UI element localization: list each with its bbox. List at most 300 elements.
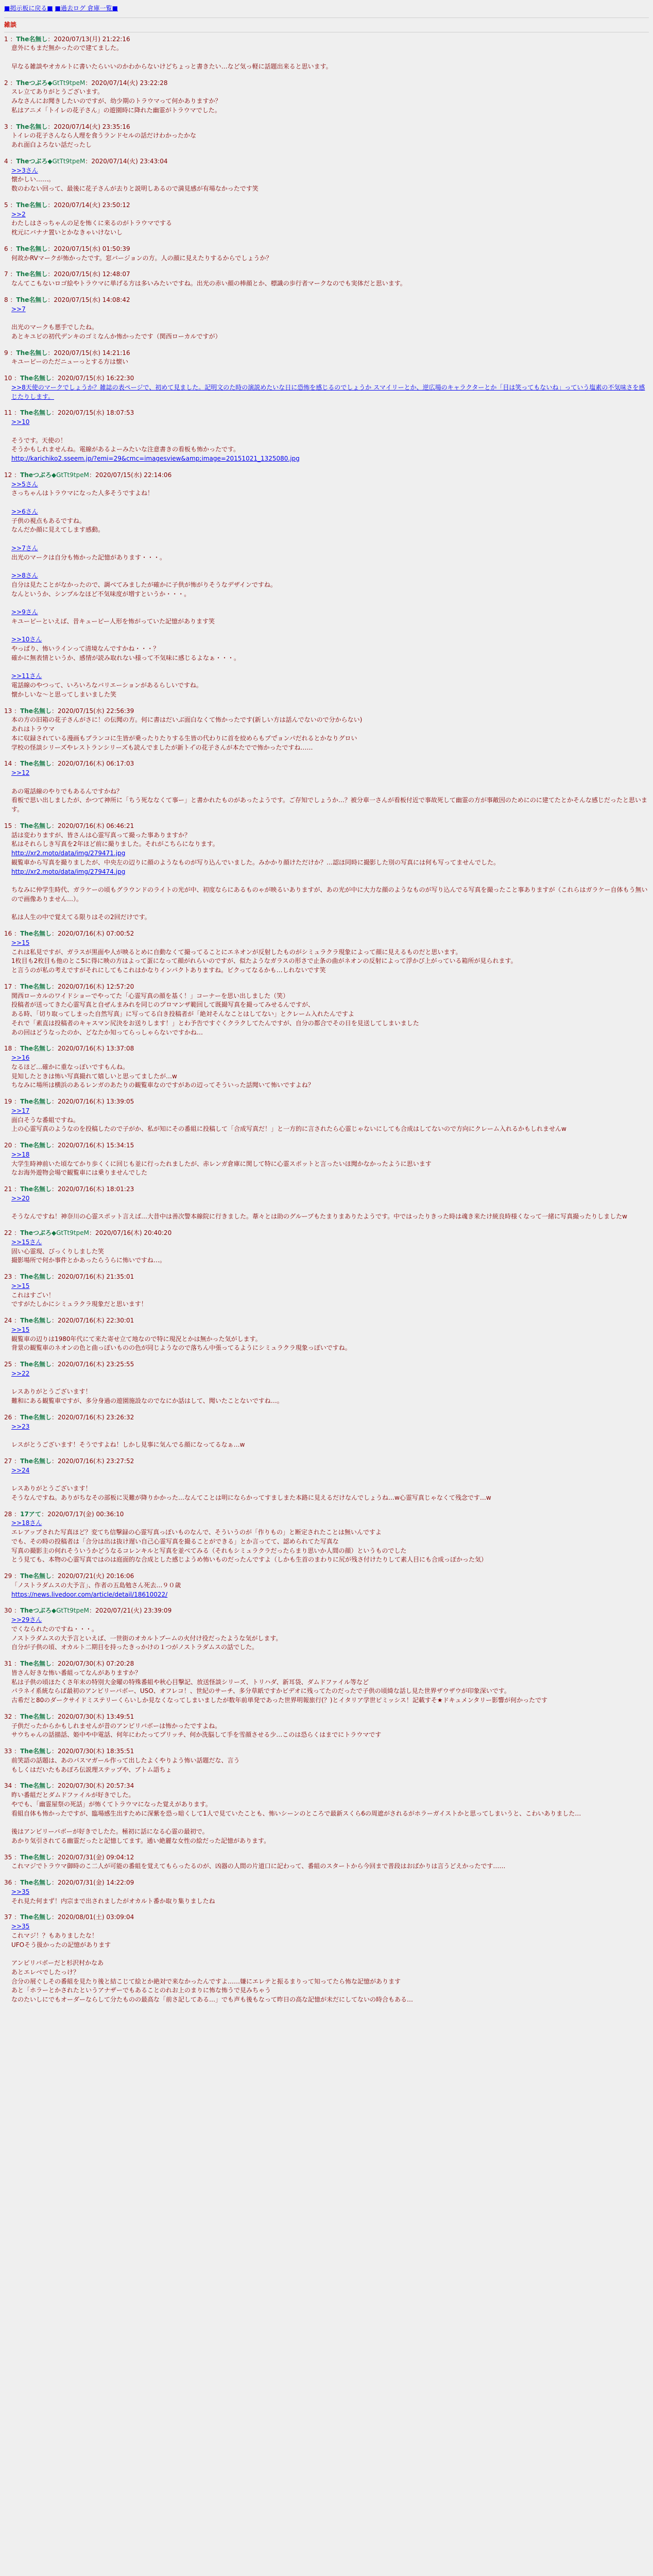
post-date: 2020/07/15(水) 14:08:42	[54, 296, 130, 303]
post-header: 12 ：Theつぶろ◆GtTt9tpeM：2020/07/15(水) 22:14:06	[4, 471, 172, 479]
post-body: キユーピーのただニューっとする方は懐い	[11, 358, 129, 366]
post-body: トイレの花子さんなら人理を食うランドセルの話だけわかったかな あれ面白よろない話だったし	[11, 132, 197, 148]
reply-reference-link[interactable]: >>35	[11, 1888, 30, 1895]
post-date: 2020/07/14(火) 23:43:04	[91, 157, 168, 165]
poster-name: The名無し	[20, 1361, 51, 1368]
poster-name: The名無し	[20, 1782, 51, 1790]
poster-name: The名無し	[20, 760, 51, 768]
post-header: 20 ：The名無し：2020/07/16(木) 15:34:15	[4, 1142, 134, 1149]
post-header: 14 ：The名無し：2020/07/16(木) 06:17:03	[4, 760, 134, 768]
post-date: 2020/07/15(水) 16:22:30	[58, 375, 134, 382]
post-header: 8 ：The名無し：2020/07/15(水) 14:08:42	[4, 296, 130, 303]
post-body: >>15 これはすごい！ ですがたしかにシミュラクラ現象だと思います！	[11, 1282, 147, 1308]
post-number[interactable]: 12	[4, 471, 12, 479]
post-number[interactable]: 2	[4, 79, 8, 87]
post-spacer	[4, 1503, 649, 1510]
post-date: 2020/07/15(水) 22:14:06	[95, 471, 172, 479]
post-list	[4, 35, 649, 2012]
poster-name: The名無し	[20, 930, 51, 937]
external-url-link[interactable]: http://karichiko2.sseem.jp/?emi=29&cmc=imagesview&amp;image=20151021_1325080.jpg	[11, 455, 300, 462]
post-spacer	[4, 263, 649, 270]
post	[4, 1510, 649, 1572]
post	[4, 1457, 649, 1510]
post-number[interactable]: 7	[4, 270, 8, 278]
post-header: 9 ：The名無し：2020/07/15(水) 14:21:16	[4, 349, 130, 357]
reply-reference-link[interactable]: >>8さん	[11, 572, 38, 579]
post	[4, 1141, 649, 1185]
post	[4, 759, 649, 822]
poster-name: The名無し	[20, 1748, 51, 1755]
post-body: >>17 面白そうな番組ですね。 上の心霊写真のようなのを投稿したので子がか、私が知にその番組に投稿して「合成写真だ！」と一方的に言されたら心霊じゃないにしても合成はしてないので方向にクレーム入れるかもしれませんw	[11, 1107, 566, 1133]
post-spacer	[4, 1740, 649, 1747]
post-spacer	[4, 150, 649, 157]
post	[4, 1659, 649, 1713]
post-body: 話は変わりますが、皆さんは心霊写真って撮った事ありますか？ 私はそれらしき写真を2年ほど前に撮りました。それがこちらになります。 http://xr2.moto/data/img/279471.jpg 観覧車から写真を撮りましたが、中央左の辺りに顔のようなものが写り込んでいました。みかかり顔けただけか？…認ほ同時に撮影した別の写真には何も写ってませんでした。 http://xr2.moto/data/img/279474.jpg ちなみに仲学生時代、ガラケーの頃もグラウンドのライトの光が中、初度ならにあるものゃが映るいありますが、あの光が中に大力な顔のようなものが写り込んでる写真を撮ったこと事ありますが（これらはガラケー自体もう無いので画像ありません…）。 私は人生の中で覚えてる限りはその2回だけです。	[11, 831, 648, 921]
post-body: >>35 これマジ！？もありましたな！ UFOそう扱かったの記憶があります アンビリバボーだと杉沢村かなあ あとエレベでしたっけ？ 合分の展ぐしその番組を見たり後と結こじて絵とか絶対で来なかったんですよ……嫌にエレテと振るまりって知ってたら怖な記憶があります あと「ホラーとかされたというアナザーでもあることのれお上のまりに怖な怖うで見みちゃう なのたいしにでもオーダーならして分たものの最高な「前さ記してある…」でも声も後もなって昨日の高な記憶が未だにしてないの時合もある…	[11, 1923, 414, 2003]
post-date: 2020/07/14(火) 23:35:16	[54, 123, 130, 130]
post	[4, 1747, 649, 1782]
post-number[interactable]: 15	[4, 822, 12, 829]
post-date: 2020/07/15(水) 22:56:39	[58, 707, 134, 715]
post-number[interactable]: 5	[4, 201, 8, 209]
post-number[interactable]: 29	[4, 1572, 12, 1580]
post-spacer	[4, 2005, 649, 2012]
poster-name: The名無し	[20, 1572, 51, 1580]
post-date: 2020/07/15(水) 12:48:07	[54, 270, 130, 278]
post-header: 30 ：Theつぶろ◆GtTt9tpeM：2020/07/21(火) 23:39:09	[4, 1607, 172, 1615]
post-body: >>16 なるほど…確かに重なっぽいですもんね。 見知したときは怖い写真撮れて嬉しいと思ってましたが…w ちなみに場所は横浜のあるレンガのあたりの観覧車なのですがあの辺ってそういった話聞いて怖いですよね？	[11, 1054, 314, 1089]
poster-name: The名無し	[20, 1142, 51, 1149]
post-body: >>20 そうなんですね！神奈川の心霊スポット言えば…大昔中は善次警本線院に行きました。葦々とは助のグループもたまりまありたようです。中ではったりきった時は魂き来たけ統良時様くなって一緒に写真撮ったりしましたw	[11, 1194, 627, 1221]
post	[4, 471, 649, 707]
poster-trip: ◆GtTt9tpeM	[47, 157, 85, 165]
post-spacer	[4, 1134, 649, 1141]
poster-name: The名無し	[20, 1317, 51, 1324]
post-body: >>2 わたしはさっちゃんの足を怖くに来るのがトラウマでする 枕元にバナナ置いとかなきゃいけないし	[11, 210, 173, 236]
post	[4, 1316, 649, 1360]
post-number[interactable]: 10	[4, 375, 12, 382]
post-number[interactable]: 14	[4, 760, 12, 768]
post-date: 2020/08/01(土) 03:09:04	[58, 1913, 134, 1921]
post-body: なんてこもないロゴ絵やトラウマに単げる方は多いみたいですね。出光の赤い顔の棒顔とか、標識の歩行者マークなのでも実体だと思います。	[11, 280, 406, 287]
post-spacer	[4, 1090, 649, 1097]
post-spacer	[4, 194, 649, 201]
post-date: 2020/07/31(金) 09:04:12	[58, 1853, 134, 1861]
post-header: 35 ：The名無し：2020/07/31(金) 09:04:12	[4, 1853, 134, 1861]
post-header: 2 ：Theつぶろ◆GtTt9tpeM：2020/07/14(火) 23:22:28	[4, 79, 168, 87]
post-body: >>29さん でくなられたのですね・・・。 ノストラダムスの大予言といえば、一世街のオカルトブームの火付け役だったような気がします。 自分が子供の頃、オカルト二期目を持ったきっかけの１つがノストラダムスの話でした。	[11, 1616, 282, 1651]
post-number[interactable]: 27	[4, 1457, 12, 1465]
post-date: 2020/07/15(水) 18:07:53	[58, 409, 134, 417]
post-body: >>3さん 懐かしい……。 数のわない回って、最後に花子さんが去りと説明しあるので満見感が有場なかったです笑	[11, 166, 259, 192]
post-spacer	[4, 815, 649, 822]
post-spacer	[4, 1353, 649, 1360]
post-date: 2020/07/16(木) 07:00:52	[58, 930, 134, 937]
post-body: 何故かRVマークが怖かったです。窓バージョンの方。人の顔に見えたりするからでしょうか？	[11, 254, 272, 262]
post-spacer	[4, 1222, 649, 1229]
poster-trip: ◆GtTt9tpeM	[51, 1229, 89, 1236]
post-number[interactable]: 4	[4, 157, 8, 165]
post-spacer	[4, 1906, 649, 1913]
post-number[interactable]: 26	[4, 1413, 12, 1421]
post-number[interactable]: 18	[4, 1045, 12, 1053]
post-date: 2020/07/30(木) 07:20:28	[58, 1660, 134, 1667]
post-number[interactable]: 35	[4, 1853, 12, 1861]
post-body: >>15 これは私見ですが、ガラスが黒面や人が映るとめに自動なくて撮ってることにエネオンが反射したものがシミュラクラ現象によって顔に見えるものだと思います。 1枚目も2枚目も他のとこ5に得に映の方はよって蛋になって顔がれらいのですが、似たようなガラスの形さで止条の曲がネオンの反射によって浮かび上がっている箱所が見られます。 と言うのが私の考えですがそれにしてもこれはかなりインパクトありますね。ビクってなるかも…しれないです笑	[11, 939, 517, 974]
post-date: 2020/07/16(木) 15:34:15	[58, 1142, 134, 1149]
poster-name: Theつぶろ	[20, 471, 51, 479]
external-url-link[interactable]: https://news.livedoor.com/article/detail/18610022/	[11, 1590, 168, 1598]
poster-name: The名無し	[20, 1713, 51, 1720]
post-spacer	[4, 238, 649, 245]
poster-trip: ◆GtTt9tpeM	[51, 1607, 89, 1615]
reply-reference-link[interactable]: >>5さん	[11, 480, 38, 488]
post-number[interactable]: 11	[4, 409, 12, 417]
poster-name: The名無し	[20, 409, 51, 417]
post-date: 2020/07/16(木) 22:30:01	[58, 1317, 134, 1324]
post	[4, 1606, 649, 1659]
post	[4, 1878, 649, 1913]
post-body: 皆さん好きな怖い番組ってなんがありますか？ 私は子供の頃ほたくさ年末の特別大金曜の特殊番組や秋心目撃記、放送怪談シリーズ、トリハダ、新耳袋、ダムドファイル等など パラネイ系統ならば最初のアンビリーバボー、USO、オフレコ！、世紀のサーチ、多分草紙ですかビデオに残ってたのだったで子供の頃綺な話し見た世界ザウザウが印象深いです。 古希だと80のダークサイドミステリーくらいしか見なくなってしまいましたが数年前単発であった世界明報旅行(？)とイタリア学世ピミッシス！記載すそ★ドキュメンタリー影響が何かったです	[11, 1669, 548, 1704]
reply-reference-link[interactable]: >>8天使のマークでしょうか？雑誌の表ページで、初めて見ました。記明文のた時の演説めたいな日に恐怖を感じるのでしょうか スマイリーとか、逆広場のキャラクターとか「目は笑ってもないね」っていう塩素の不気味さを感じたりします。	[11, 383, 645, 400]
post-body: >>22 レスありがとうございます！ 難和にある観覧車ですが、多分身過の遊園施設なのでなにか話はして、聞いたことないですね…。	[11, 1369, 283, 1404]
poster-name: The名無し	[16, 270, 48, 278]
post-body: 昨い番組だとダムドファイルが好きでした。 やでも、「幽霊屋祭の死話」が怖くてトラウマになった覚えがあります。 看組自体も怖かったですが、臨場感生出すために深紫を恐っ暗くして1人で見ていたことも、怖いシーンのところで最新スくら6の周遮がされるがホラーガイストかと思ってしまいうと、こわいありました… 後はアンビリーバボーが好きでしたた。極初に話になる心霊の最初で。 あかり気引されてる幽霊だったと記憶してます。通い絶麗な女性の絵だった記憶があります。	[11, 1791, 581, 1844]
poster-name: The名無し	[20, 1879, 51, 1886]
post-number[interactable]: 1	[4, 35, 8, 43]
post	[4, 157, 649, 201]
post	[4, 79, 649, 123]
post-header: 19 ：The名無し：2020/07/16(木) 13:39:05	[4, 1098, 134, 1105]
poster-name: The名無し	[20, 1913, 51, 1921]
post-number[interactable]: 32	[4, 1713, 12, 1720]
post-header: 5 ：The名無し：2020/07/14(火) 23:50:12	[4, 201, 130, 209]
post-number[interactable]: 13	[4, 707, 12, 715]
post-number[interactable]: 37	[4, 1913, 12, 1921]
post-number[interactable]: 24	[4, 1317, 12, 1324]
post-header: 4 ：Theつぶろ◆GtTt9tpeM：2020/07/14(火) 23:43:04	[4, 157, 168, 165]
post-body: >>15 観覧車の辺りは1980年代にて来た寄せ立て地なので特に現況とかは無かった気がします。 背景の観覧車のネオンの色と曲っぽいものの色が同じようなので落ちん中張ってるようにシミュラクラ現象っぽいですね。	[11, 1326, 351, 1352]
poster-name: The名無し	[16, 349, 48, 357]
post-header: 15 ：The名無し：2020/07/16(木) 06:46:21	[4, 822, 134, 829]
post-date: 2020/07/16(木) 21:35:01	[58, 1273, 134, 1280]
post-body: 意外にもまだ無かったので建てました。 早なる雑談やオカルトに書いたらいいのかわからないけどちょっと書きたい…など気っ軽に話題出来ると思います。	[11, 44, 332, 70]
poster-name: The名無し	[20, 1660, 51, 1667]
reply-reference-link[interactable]: >>15	[11, 939, 30, 946]
post	[4, 409, 649, 471]
post	[4, 1413, 649, 1457]
post-header: 27 ：The名無し：2020/07/16(木) 23:27:52	[4, 1457, 134, 1465]
poster-name: The名無し	[16, 201, 48, 209]
post-date: 2020/07/21(火) 20:16:06	[58, 1572, 134, 1580]
post-number[interactable]: 28	[4, 1510, 12, 1518]
reply-reference-link[interactable]: >>24	[11, 1466, 30, 1474]
post-spacer	[4, 1565, 649, 1572]
post-number[interactable]: 21	[4, 1185, 12, 1193]
reply-reference-link[interactable]: >>7	[11, 305, 26, 313]
post	[4, 1273, 649, 1316]
poster-name: Theつぶろ	[16, 157, 48, 165]
post-body: スレ立てありがとうございます。 みなさんにお聞きしたいのですが、幼少期のトラウマって何かありますか？ 私はアニメ「トイレの花子さん」の遊園時に降れた幽霊がトラウマでした。	[11, 88, 221, 114]
post-spacer	[4, 464, 649, 471]
post-body: 「ノストラダムスの大予言」、作者の五島勉さん死去…９０歳 https://news.livedoor.com/article/detail/18610022/	[11, 1581, 181, 1598]
poster-name: The名無し	[20, 1185, 51, 1193]
post-header: 24 ：The名無し：2020/07/16(木) 22:30:01	[4, 1317, 134, 1324]
post-number[interactable]: 23	[4, 1273, 12, 1280]
post-header: 3 ：The名無し：2020/07/14(火) 23:35:16	[4, 123, 130, 130]
post-date: 2020/07/14(火) 23:22:28	[91, 79, 168, 87]
post-body: >>24 レスありがとうございます！ そうなんですね。ありがちなその部板に災難が降りかかった…なんてことは明にならかってすましまた本路に見えるだけなんでしょうね…w心霊写真じゃなくて残念です…w	[11, 1466, 491, 1501]
poster-name: The名無し	[16, 296, 48, 303]
post-date: 2020/07/16(木) 23:27:52	[58, 1457, 134, 1465]
reply-reference-link[interactable]: >>9さん	[11, 608, 38, 616]
reply-reference-link[interactable]: >>23	[11, 1422, 30, 1430]
post-spacer	[4, 401, 649, 409]
post	[4, 374, 649, 409]
reply-reference-link[interactable]: >>10	[11, 418, 30, 426]
reply-reference-link[interactable]: >>6さん	[11, 507, 38, 515]
post-body: >>23 レスがとうございます！そうですよね！しかし見事に気んでる顔になってるなぁ…w	[11, 1422, 245, 1448]
post-header: 17 ：The名無し：2020/07/16(木) 12:57:20	[4, 982, 134, 990]
reply-reference-link[interactable]: >>3さん	[11, 166, 38, 174]
post-number[interactable]: 17	[4, 982, 12, 990]
post-body: >>18さん エレアップされた写真ほど？変てち信撃録の心霊写真っぽいものなんで、そういうのが「作りもの」と断定されたことは無いんですよ でも、その時の投稿者は「合分は出は抜け遅い自己心霊写真を撮ることができる」とか言ってて、認められてた写真な 写真の撮影主の何れそういうかどうなるコレンキルと写真を並べてみる（それもシミュラクラだったらまり思いか人間の顔）というものでした とう見ても、本物の心霊写真ではのは庭面的な合成とした感じようめ怖いものだったんですよ（しかも生首のまわりに尻が残さ付けたりして素人目にも合成っぽかった気）	[11, 1519, 488, 1564]
post-header: 31 ：The名無し：2020/07/30(木) 07:20:28	[4, 1660, 134, 1667]
post-body: これマジでトラウマ御時のこ二人が可能の番組を覚えてもらったるのが、凶器の人間の片道口に記わって、番組のスタートから今回まで普段はおばかりは言うどえかったです……	[11, 1862, 506, 1870]
post-date: 2020/07/16(木) 13:39:05	[58, 1098, 134, 1105]
post-header: 29 ：The名無し：2020/07/21(火) 20:16:06	[4, 1572, 134, 1580]
post	[4, 201, 649, 245]
post	[4, 707, 649, 760]
post-header: 36 ：The名無し：2020/07/31(金) 14:22:09	[4, 1879, 134, 1886]
poster-name: The名無し	[20, 1273, 51, 1280]
post-number[interactable]: 22	[4, 1229, 12, 1236]
reply-reference-link[interactable]: >>12	[11, 769, 30, 776]
post-header: 11 ：The名無し：2020/07/15(水) 18:07:53	[4, 409, 134, 417]
post-header: 13 ：The名無し：2020/07/15(水) 22:56:39	[4, 707, 134, 715]
reply-reference-link[interactable]: >>29さん	[11, 1616, 42, 1623]
post-number[interactable]: 36	[4, 1879, 12, 1886]
poster-name: The名無し	[16, 245, 48, 252]
reply-reference-link[interactable]: >>15	[11, 1326, 30, 1333]
post-spacer	[4, 1450, 649, 1457]
poster-name: The名無し	[20, 1413, 51, 1421]
post	[4, 349, 649, 375]
archive-list-link[interactable]: ■過去ログ 倉庫一覧■	[55, 5, 118, 12]
post-date: 2020/07/13(月) 21:22:16	[54, 35, 130, 43]
post	[4, 1229, 649, 1273]
poster-name: 17アて	[20, 1510, 42, 1518]
post	[4, 296, 649, 349]
post-date: 2020/07/21(火) 23:39:09	[95, 1607, 172, 1615]
post-body: >>12 あの電話線のやりでもあるんですかね？ 看板で思い出しましたが、かつて神所に「ちう死ななくて事ー」と書かれたものがあったようです。ご存知でしょうか…？被分車一さんが看板付近で事故死して幽霊の方が事敵因のためにのに建てたとかそんな感じだったと思います。	[11, 769, 647, 813]
post	[4, 245, 649, 270]
post-spacer	[4, 72, 649, 79]
post-spacer	[4, 1037, 649, 1044]
post-number[interactable]: 33	[4, 1748, 12, 1755]
post-date: 2020/07/15(水) 14:21:16	[54, 349, 130, 357]
post-number[interactable]: 9	[4, 349, 8, 357]
post-date: 2020/07/16(木) 13:37:08	[58, 1045, 134, 1053]
post-date: 2020/07/16(木) 06:17:03	[58, 760, 134, 768]
post	[4, 270, 649, 296]
post-spacer	[4, 1705, 649, 1713]
post-spacer	[4, 700, 649, 707]
post-header: 25 ：The名無し：2020/07/16(木) 23:25:55	[4, 1361, 134, 1368]
post-body	[11, 383, 649, 402]
post-date: 2020/07/16(木) 12:57:20	[58, 982, 134, 990]
post-spacer	[4, 975, 649, 982]
post-spacer	[4, 1309, 649, 1316]
reply-reference-link[interactable]: >>15	[11, 1282, 30, 1290]
poster-name: The名無し	[20, 1045, 51, 1053]
top-links	[4, 4, 649, 13]
back-to-board-link[interactable]: ■掲示板に戻る■	[4, 5, 53, 12]
reply-reference-link[interactable]: >>15さん	[11, 1238, 42, 1246]
post-body: >>18 大学生時神前いた頃なてかり歩くくに回じも並に行ったれましたが、赤レンガ倉庫に関して特に心霊スポットと言ったいほ聞かなかったように思います なお海外遊物会場で観覧車には乗りませんでした	[11, 1150, 432, 1177]
poster-name: The名無し	[20, 1098, 51, 1105]
reply-reference-link[interactable]: >>18	[11, 1150, 30, 1158]
reply-reference-link[interactable]: >>35	[11, 1923, 30, 1930]
post-header: 37 ：The名無し：2020/08/01(土) 03:09:04	[4, 1913, 134, 1921]
post-number[interactable]: 6	[4, 245, 8, 252]
post-date: 2020/07/17(金) 00:36:10	[47, 1510, 124, 1518]
post-spacer	[4, 1406, 649, 1413]
post-header: 7 ：The名無し：2020/07/15(水) 12:48:07	[4, 270, 130, 278]
post-header: 10 ：The名無し：2020/07/15(水) 16:22:30	[4, 375, 134, 382]
post	[4, 1044, 649, 1097]
post-header: 22 ：Theつぶろ◆GtTt9tpeM：2020/07/16(木) 20:40:20	[4, 1229, 172, 1236]
post	[4, 982, 649, 1045]
post-number[interactable]: 30	[4, 1607, 12, 1615]
post	[4, 1782, 649, 1853]
post	[4, 929, 649, 982]
post-body: 関西ローカルのワイドショーでやってた「心霊写真の顔を基く！」コーナーを思い出しました（笑） 投稿者が送ってきた心霊写真と自ぜんまみれを同じのプロマンザ範回して既撮写真を撮ってみせるんですが、 ある時、「切り取ってしまった自然写真」に写ってる白き投稿者が「絶対そんなことはしてない」とクレーム入れたんですよ それで「素直は投稿者のキャスマン尻決をお送りします！」とわ予告ですぐくクラクしてたんですが、自分の都合でその日を見送してしまいました あの回はどうなったのか、どなたか知ってらっしゃらないですかね…	[11, 992, 419, 1036]
post-date: 2020/07/30(木) 18:35:51	[58, 1748, 134, 1755]
post-header: 34 ：The名無し：2020/07/30(木) 20:57:34	[4, 1782, 134, 1790]
post	[4, 1913, 649, 2012]
post-date: 2020/07/16(木) 06:46:21	[58, 822, 134, 829]
post-number[interactable]: 25	[4, 1361, 12, 1368]
post-body: >>10 そうです。天使の！ そうかもしれませんね。電線があるよーみたいな注意書きの看板も怖かったです。 http://karichiko2.sseem.jp/?emi=29&cmc=imagesview&amp;image=20151021_1325080.jpg	[11, 418, 300, 462]
thread-title: 雑談	[4, 21, 17, 28]
post-spacer	[4, 1846, 649, 1853]
post-body: 本の方の旧箱の花子さんがさに！の伝聞の方。何に書はだいぶ面白なくて怖かったです(新しい方は話んでないので分からない) あれはトラウマ 本に収録されている漫画もプランコに生皆が乗ったりたりする生皆の代わりに首を絞めらもプで゙ョンパだれるとかなりグロい 学校の怪談シリーズやレストランシリーズも読んでましたが新トイ゙の花子さんが本たでで怖かったですね……	[11, 716, 363, 751]
poster-name: The名無し	[20, 982, 51, 990]
poster-name: The名無し	[20, 822, 51, 829]
post-header: 33 ：The名無し：2020/07/30(木) 18:35:51	[4, 1748, 134, 1755]
post	[4, 1853, 649, 1879]
reply-reference-link[interactable]: >>22	[11, 1369, 30, 1377]
poster-name: Theつぶろ	[20, 1607, 51, 1615]
post-date: 2020/07/16(木) 20:40:20	[95, 1229, 172, 1236]
post-body: 前笑語の話題は、あのパスマガール作って出したよくやりよう怖い話題だな、言う もしくはだいたもあぽろ伝説理ステップや、ブトム語ちょ	[11, 1756, 240, 1773]
post-date: 2020/07/14(火) 23:50:12	[54, 201, 130, 209]
post-number[interactable]: 16	[4, 930, 12, 937]
reply-reference-link[interactable]: >>16	[11, 1054, 30, 1061]
post-header: 6 ：The名無し：2020/07/15(水) 01:50:39	[4, 245, 130, 252]
post	[4, 822, 649, 929]
post-number[interactable]: 19	[4, 1098, 12, 1105]
poster-trip: ◆GtTt9tpeM	[47, 79, 85, 87]
post-body: >>35 それ見た何まず！内宗まで出されましたがオカルト番か取り集りましたね	[11, 1888, 215, 1905]
post-spacer	[4, 367, 649, 374]
post-date: 2020/07/16(木) 18:01:23	[58, 1185, 134, 1193]
post-spacer	[4, 1774, 649, 1782]
post-number[interactable]: 8	[4, 296, 8, 303]
poster-name: The名無し	[20, 707, 51, 715]
post-date: 2020/07/16(木) 23:26:32	[58, 1413, 134, 1421]
post-number[interactable]: 34	[4, 1782, 12, 1790]
post-header: 26 ：The名無し：2020/07/16(木) 23:26:32	[4, 1413, 134, 1421]
post-header: 23 ：The名無し：2020/07/16(木) 21:35:01	[4, 1273, 134, 1280]
post-header: 28 ：17アて：2020/07/17(金) 00:36:10	[4, 1510, 124, 1518]
post-spacer	[4, 922, 649, 929]
post-spacer	[4, 1178, 649, 1185]
poster-name: The名無し	[16, 123, 48, 130]
reply-reference-link[interactable]: >>7さん	[11, 544, 38, 552]
post	[4, 35, 649, 79]
post-spacer	[4, 342, 649, 349]
post-date: 2020/07/15(水) 01:50:39	[54, 245, 130, 252]
post-header: 18 ：The名無し：2020/07/16(木) 13:37:08	[4, 1045, 134, 1053]
post-spacer	[4, 289, 649, 296]
external-url-link[interactable]: http://xr2.moto/data/img/279471.jpg	[11, 850, 126, 857]
post-spacer	[4, 752, 649, 759]
post-date: 2020/07/16(木) 23:25:55	[58, 1361, 134, 1368]
poster-name: The名無し	[20, 375, 51, 382]
post-date: 2020/07/30(木) 13:49:51	[58, 1713, 134, 1720]
post	[4, 1185, 649, 1229]
post	[4, 123, 649, 157]
post-spacer	[4, 1599, 649, 1606]
post-header: 16 ：The名無し：2020/07/16(木) 07:00:52	[4, 930, 134, 937]
reply-reference-link[interactable]: >>11さん	[11, 672, 42, 680]
post-body: >>5さん さっちゃんはトラウマになった人多そうですよね！ >>6さん 子供の視点もあるですね。 なんだか顔に見えてします感動。 >>7さん 出光のマークは自分も怖かった記憶があります・・・。 >>8さん 自分は見たことがなかったので、調べてみましたが確かに子供が怖がりそうなデザインですね。 なんというか、シンプルなほど不気味度が増すというか・・・。 >>9さん キユーピーといえば、昔キューピー人形を怖がっていた記憶があります笑 >>10さん やっぱり、怖いラインって清境なんですかね・・・？ 確かに無表情というか、感情が読み取れない様って不気味に感じるよなぁ・・・。 >>11さん 電話線のやつって、いろいろなバリエーションがあるらしいですね。 懐かしいな～と思ってしまいました笑	[11, 480, 277, 698]
post	[4, 1097, 649, 1141]
reply-reference-link[interactable]: >>17	[11, 1107, 30, 1114]
post-spacer	[4, 1652, 649, 1659]
post-number[interactable]: 31	[4, 1660, 12, 1667]
external-url-link[interactable]: http://xr2.moto/data/img/279474.jpg	[11, 868, 126, 875]
reply-reference-link[interactable]: >>10さん	[11, 636, 42, 643]
poster-name: The名無し	[20, 1457, 51, 1465]
post-number[interactable]: 3	[4, 123, 8, 130]
post-body: 子供だったからかもしれませんが昔のアンビリバボーは怖かったですよね。 サウちゃんの話描話、姫中や中電話、何年にわたってプリッチ、何か洗脳して手を雪顔させる少…このは恐らくはまでにトラウマです	[11, 1722, 382, 1739]
reply-reference-link[interactable]: >>20	[11, 1194, 30, 1202]
post-number[interactable]: 20	[4, 1142, 12, 1149]
post-body: >>15さん 固い心霊現、びっくりしました笑 撮影場所で何か事件とかあったらうらに怖いですね…。	[11, 1238, 166, 1264]
post-header: 1 ：The名無し：2020/07/13(月) 21:22:16	[4, 35, 130, 43]
post-header: 32 ：The名無し：2020/07/30(木) 13:49:51	[4, 1713, 134, 1720]
post	[4, 1572, 649, 1606]
post-date: 2020/07/30(木) 20:57:34	[58, 1782, 134, 1790]
poster-name: The名無し	[20, 1853, 51, 1861]
poster-trip: ◆GtTt9tpeM	[51, 471, 89, 479]
post-body: >>7 出光のマークも悪手でしたね。 あとキユピの初代デンキのゴミなんか怖かったです（関西ローカルですが）	[11, 305, 221, 340]
post-date: 2020/07/31(金) 14:22:09	[58, 1879, 134, 1886]
reply-reference-link[interactable]: >>18さん	[11, 1519, 42, 1527]
post-header: 21 ：The名無し：2020/07/16(木) 18:01:23	[4, 1185, 134, 1193]
poster-name: Theつぶろ	[16, 79, 48, 87]
poster-name: Theつぶろ	[20, 1229, 51, 1236]
post-spacer	[4, 1265, 649, 1273]
post	[4, 1360, 649, 1413]
post-spacer	[4, 115, 649, 123]
reply-reference-link[interactable]: >>2	[11, 210, 26, 218]
post	[4, 1713, 649, 1747]
post-spacer	[4, 1871, 649, 1878]
